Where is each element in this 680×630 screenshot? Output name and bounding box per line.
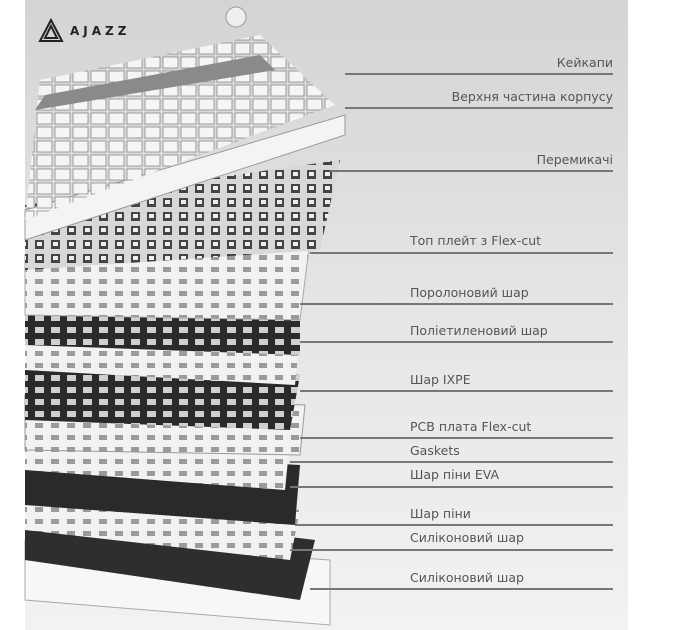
leader-line (300, 341, 613, 343)
brand-name: AJAZZ (70, 24, 131, 38)
leader-line (300, 437, 613, 439)
leader-line (290, 461, 613, 463)
label-silicone-1: Силіконовий шар (410, 530, 524, 545)
label-poron-foam: Поролоновий шар (410, 285, 529, 300)
leader-line (300, 303, 613, 305)
leader-line (290, 486, 613, 488)
label-polyethylene: Поліетиленовий шар (410, 323, 548, 338)
ajazz-logo-icon (38, 18, 64, 44)
label-top-plate: Топ плейт з Flex-cut (410, 233, 542, 248)
leader-line (310, 252, 613, 254)
leader-line (330, 170, 613, 172)
label-keycaps: Кейкапи (556, 55, 613, 70)
leader-line (300, 390, 613, 392)
leader-line (290, 549, 613, 551)
label-foam: Шар піни (410, 506, 471, 521)
label-switches: Перемикачі (536, 152, 613, 167)
leader-line (345, 73, 613, 75)
label-pcb: PCB плата Flex-cut (410, 419, 532, 434)
knob (226, 7, 246, 27)
leader-line (295, 524, 613, 526)
leader-line (345, 107, 613, 109)
label-top-case: Верхня частина корпусу (451, 89, 613, 104)
brand-logo (38, 18, 130, 44)
label-gaskets: Gaskets (410, 443, 460, 458)
label-silicone-2: Силіконовий шар (410, 570, 524, 585)
leader-line (310, 588, 613, 590)
label-ixpe: Шар IXPE (410, 372, 471, 387)
label-eva-foam: Шар піни EVA (410, 467, 500, 482)
